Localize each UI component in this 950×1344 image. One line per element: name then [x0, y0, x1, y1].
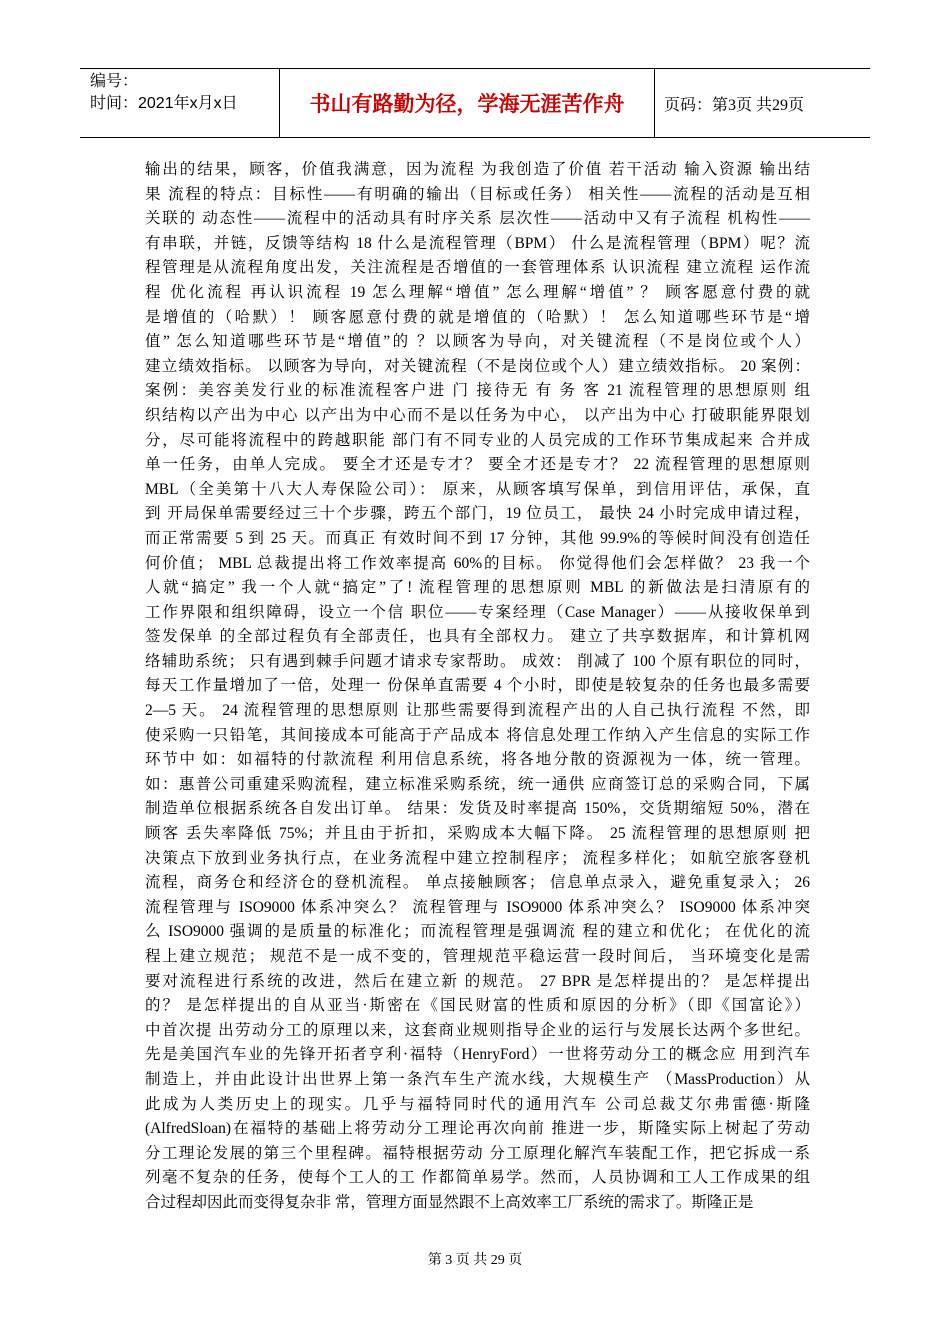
body-text-line: 流程，商务仓和经济仓的登机流程。 单点接触顾客； 信息单点录入，避免重复录入； 26 — [145, 874, 810, 892]
body-text-line: 环节中 如：如福特的付款流程 利用信息系统，将各地分散的资源视为一体，统一管理。 — [145, 751, 810, 769]
body-text-line: 决策点下放到业务执行点，在业务流程中建立控制程序； 流程多样化； 如航空旅客登机 — [145, 849, 810, 867]
document-time-label: 时间：2021年x月x日 — [90, 95, 238, 112]
page-footer: 第 3 页 共 29 页 — [427, 1253, 523, 1268]
body-text-line: 建立绩效指标。 以顾客为导向，对关键流程（不是岗位或个人）建立绩效指标。 20 案例： — [145, 357, 810, 375]
header-page-info: 页码：第3页 共29页 — [664, 96, 805, 114]
body-text-line: (AlfredSloan)在福特的基础上将劳动分工理论再次向前 推进一步，斯隆实际上树起了劳动 — [145, 1120, 810, 1138]
document-body — [145, 158, 810, 1216]
body-text-line: MBL（全美第十八大人寿保险公司）： 原来，从顾客填写保单，到信用评估，承保，直 — [145, 480, 810, 498]
body-text-line: 是增值的（哈默）！ 顾客愿意付费的就是增值的（哈默）！ 怎么知道哪些环节是“增 — [145, 308, 810, 326]
body-text-line: 而正常需要 5 到 25 天。而真正 有效时间不到 17 分钟，其他 99.9%的等候时间没有创造任 — [145, 529, 810, 547]
body-text-line: 值” 怎么知道哪些环节是“增值”的 ？以顾客为导向，对关键流程（不是岗位或个人） — [145, 333, 810, 351]
body-text-line: 人就“搞定” 我一个人就“搞定”了! 流程管理的思想原则 MBL 的新做法是扫清原有的 — [145, 579, 810, 597]
body-text-line: 顾客 丢失率降低 75%；并且由于折扣，采购成本大幅下降。 25 流程管理的思想原则 把 — [145, 825, 810, 843]
body-text-line: 程管理是从流程角度出发，关注流程是否增值的一套管理体系 认识流程 建立流程 运作流 — [145, 259, 810, 277]
body-text-line: 列毫不复杂的任务，使每个工人的工 作都简单易学。然而，人员协调和工人工作成果的组 — [145, 1169, 810, 1187]
body-text-line: 案例：美容美发行业的标准流程客户进 门 接待无 有 务 客 21 流程管理的思想原则 组 — [145, 382, 810, 400]
page-header — [80, 68, 870, 138]
body-text-line: 程 优化流程 再认识流程 19 怎么理解“增值” 怎么理解“增值” ？ 顾客愿意付费的就 — [145, 283, 810, 301]
body-text-line: 的？ 是怎样提出的自从亚当·斯密在《国民财富的性质和原因的分析》（即《国富论》） — [145, 997, 810, 1015]
body-text-line: 要对流程进行系统的改进，然后在建立新 的规范。 27 BPR 是怎样提出的？ 是怎样提出 — [145, 972, 810, 990]
body-text-line: 织结构以产出为中心 以产出为中心而不是以任务为中心， 以产出为中心 打破职能界限划 — [145, 406, 810, 424]
body-text-line: 合过程却因此而变得复杂非 常，管理方面显然跟不上高效率工厂系统的需求了。斯隆正是 — [145, 1193, 754, 1211]
body-text-line: 输出的结果，顾客，价值我满意，因为流程 为我创造了价值 若干活动 输入资源 输出结 — [145, 161, 810, 178]
body-text-line: 每天工作量增加了一倍，处理一 份保单直需要 4 个小时，即使是较复杂的任务也最多需要 — [145, 677, 810, 695]
body-text-line: 2—5 天。 24 流程管理的思想原则 让那些需要得到流程产出的人自己执行流程 不然，即 — [145, 702, 810, 720]
body-text-line: 何价值； MBL 总裁提出将工作效率提高 60%的目标。 你觉得他们会怎样做？ 23 我一个 — [145, 554, 810, 572]
body-text-line: 程上建立规范； 规范不是一成不变的，管理规范平稳运营一段时间后， 当环境变化是需 — [145, 948, 810, 965]
body-text-line: 先是美国汽车业的先锋开拓者亨利·福特（HenryFord）一世将劳动分工的概念应 用到汽车 — [145, 1046, 810, 1064]
body-text-line: 络辅助系统； 只有遇到棘手问题才请求专家帮助。 成效： 削减了 100 个原有职位的同时， — [145, 652, 810, 670]
body-text-line: 签发保单 的全部过程负有全部责任，也具有全部权力。 建立了共享数据库，和计算机网 — [145, 628, 810, 646]
body-text-line: 工作界限和组织障碍，设立一个信 职位——专案经理（Case Manager）——从接收保单到 — [145, 603, 810, 621]
body-text-line: 分，尽可能将流程中的跨越职能 部门有不同专业的人员完成的工作环节集成起来 合并成 — [145, 431, 810, 449]
body-text-line: 流程管理与 ISO9000 体系冲突么？ 流程管理与 ISO9000 体系冲突么？ ISO9000 体系冲突 — [145, 898, 810, 916]
body-text-line: 到 开局保单需要经过三十个步骤，跨五个部门，19 位员工， 最快 24 小时完成申请过程， — [145, 505, 810, 523]
header-divider-right — [654, 69, 655, 137]
body-text-line: 关联的 动态性——流程中的活动具有时序关系 层次性——活动中又有子流程 机构性—— — [145, 210, 810, 228]
header-meta — [90, 71, 290, 115]
body-text-line: 此成为人类历史上的现实。几乎与福特同时代的通用汽车 公司总裁艾尔弗雷德·斯隆 — [145, 1095, 810, 1113]
body-text-line: 使采购一只铅笔，其间接成本可能高于产品成本 将信息处理工作纳入产生信息的实际工作 — [145, 726, 810, 744]
body-text-line: 中首次提 出劳动分工的原理以来，这套商业规则指导企业的运行与发展长达两个多世纪。 — [145, 1021, 810, 1039]
body-text-line: 么 ISO9000 强调的是质量的标准化；而流程管理是强调流 程的建立和优化； 在优化的流 — [145, 923, 810, 941]
body-text-line: 果 流程的特点：目标性——有明确的输出（目标或任务） 相关性——流程的活动是互相 — [145, 185, 810, 203]
body-text-line: 如：惠普公司重建采购流程，建立标准采购系统，统一通供 应商签订总的采购合同，下属 — [145, 775, 810, 793]
header-slogan: 书山有路勤为径，学海无涯苦作舟 — [309, 92, 625, 116]
body-text-line: 有串联，并链，反馈等结构 18 什么是流程管理（BPM） 什么是流程管理（BPM）呢？流 — [145, 234, 810, 252]
body-text-line: 单一任务，由单人完成。 要全才还是专才？ 要全才还是专才？ 22 流程管理的思想原则 — [145, 456, 810, 474]
body-text-line: 制造上，并由此设计出世界上第一条汽车生产流水线，大规模生产 （MassProduction）从 — [145, 1070, 810, 1088]
body-text-line: 制造单位根据系统各自发出订单。 结果：发货及时率提高 150%，交货期缩短 50%，潜在 — [145, 800, 810, 818]
document-number-label: 编号： — [90, 73, 139, 90]
body-text-line: 分工理论发展的第三个里程碑。福特根据劳动 分工原理化解汽车装配工作，把它拆成一系 — [145, 1144, 810, 1162]
